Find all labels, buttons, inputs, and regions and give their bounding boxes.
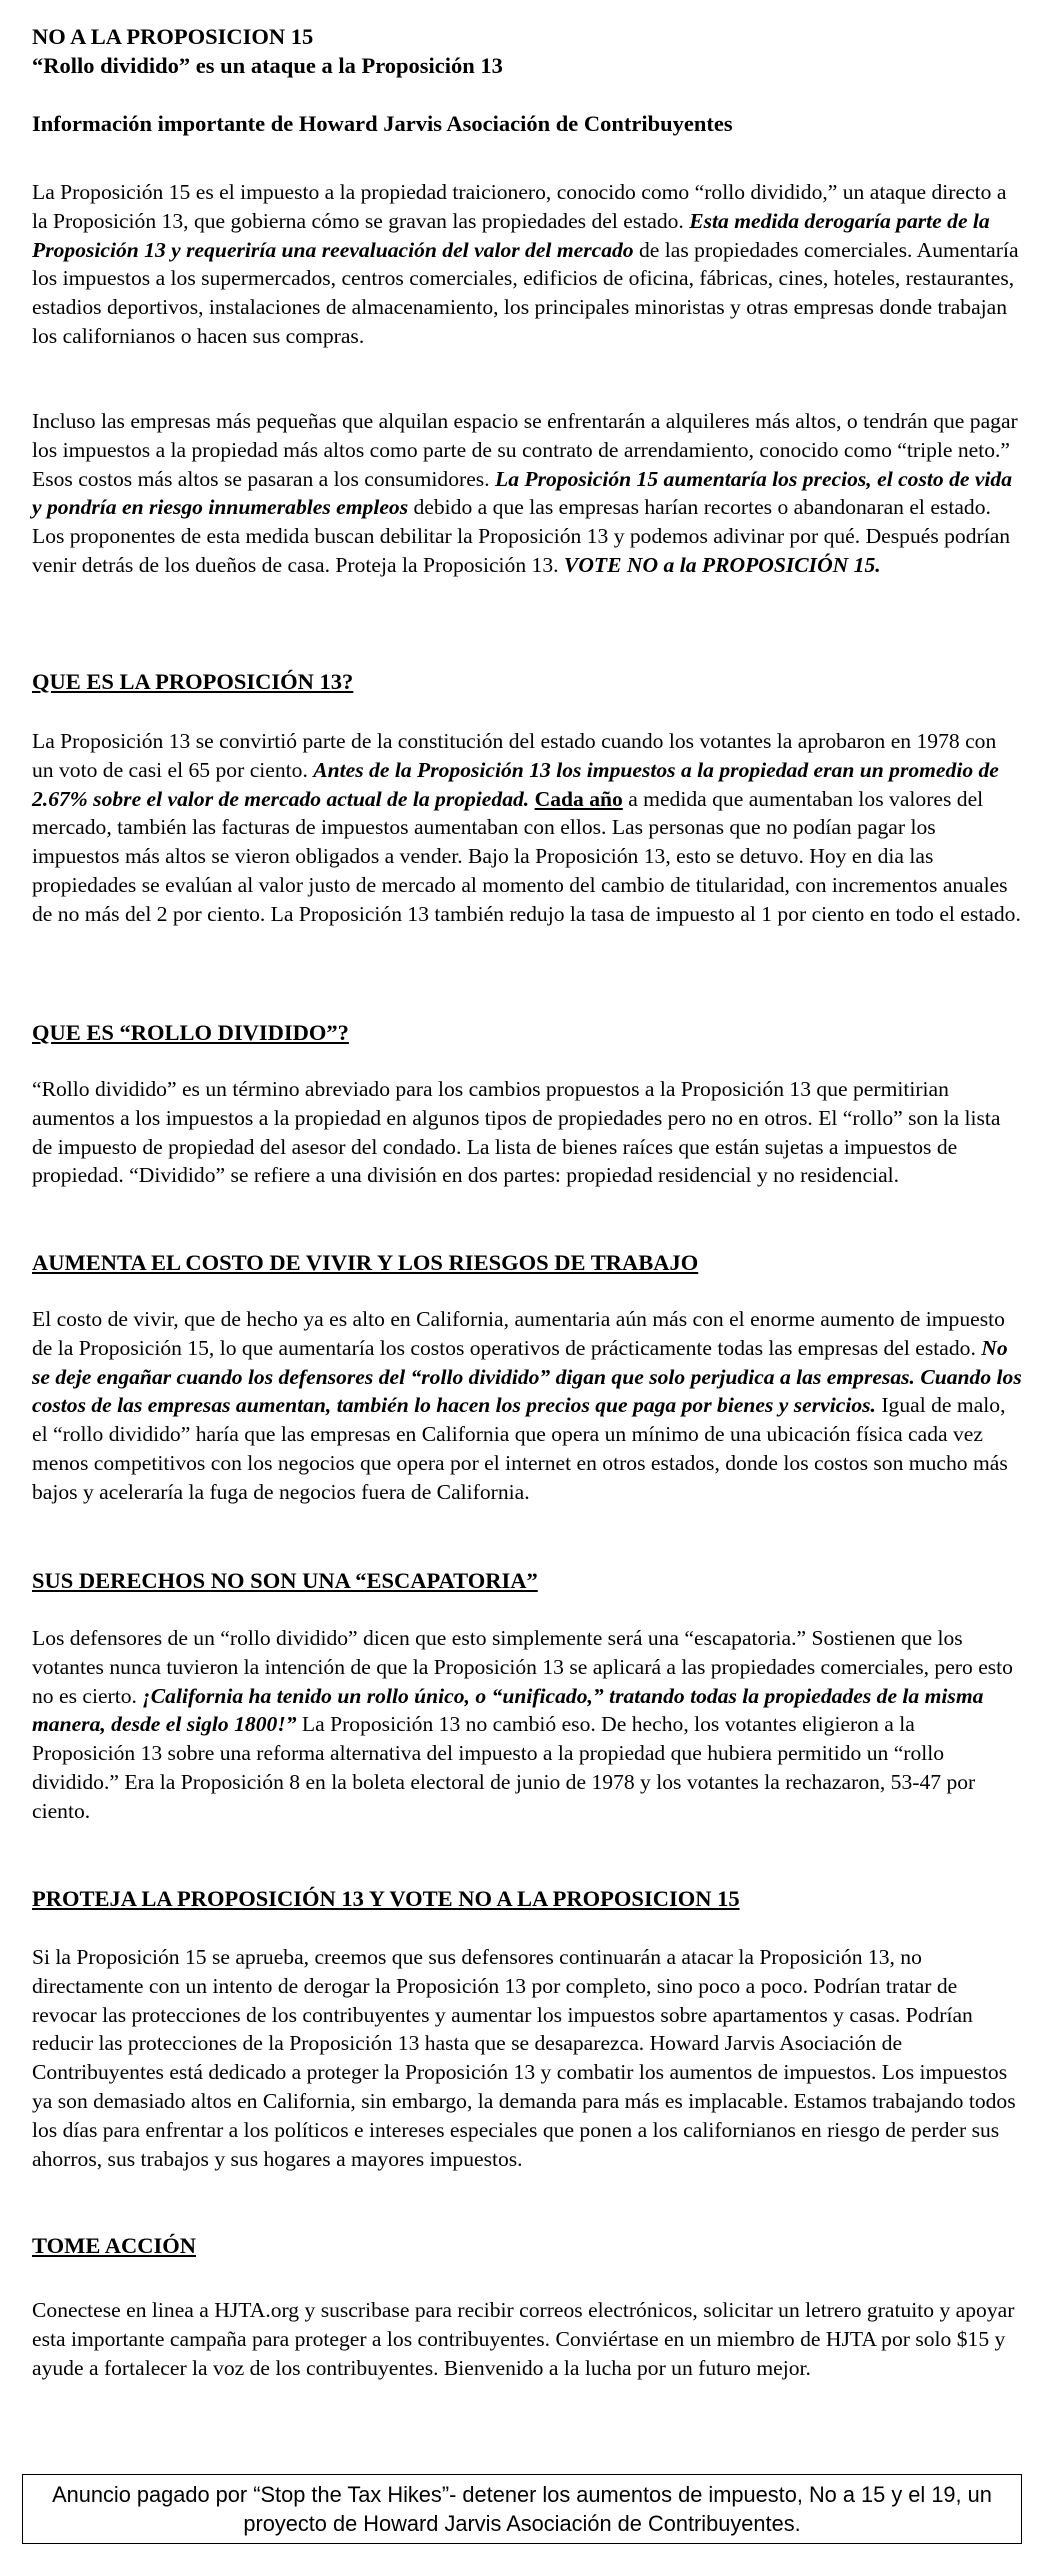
document-header (32, 22, 1022, 138)
paragraph-text: Conectese en linea a HJTA.org y suscribase para recibir correos electrónicos, solicitar un letrero gratuito y apoyar esta importante campaña para proteger a los contribuyentes. Conviértase en un miembro de HJTA por solo $15 y ayude a fortalecer la voz de los contribuyentes. Bienvenido a la lucha por un futuro mejor. (32, 2298, 1015, 2380)
intro-text: Incluso las empresas más pequeñas que alquilan espacio se enfrentarán a alquileres más altos, o tendrán que pagar los impuestos a la propiedad más altos como parte de su contrato de arrendamiento, conocido como “triple neto.” Esos costos más altos se pasaran a los consumidores. (32, 409, 1018, 491)
info-heading: Información importante de Howard Jarvis Asociación de Contribuyentes (32, 111, 733, 136)
intro-text: debido a que las empresas harían recortes o abandonaran el estado. Los proponentes de esta medida buscan debilitar la Proposición 13 y podemos adivinar por qué. Después podrían venir detrás de los dueños de casa. Proteja la Proposición 13. (32, 495, 1011, 577)
intro-paragraph-1 (32, 178, 1022, 351)
paragraph-text: a medida que aumentaban los valores del mercado, también las facturas de impuestos aumentaban con ellos. Las personas que no podían pagar los impuestos más altos se vieron obligados a vender. Bajo la Proposición 13, esto se detuvo. Hoy en dia las propiedades se evalúan al valor justo de mercado al momento del cambio de titularidad, con incrementos anuales de no más del 2 por ciento. La Proposición 13 también redujo la tasa de impuesto al 1 por ciento en todo el estado. (32, 786, 1021, 926)
document-subtitle: “Rollo dividido” es un ataque a la Proposición 13 (32, 53, 503, 78)
paid-ad-disclaimer: Anuncio pagado por “Stop the Tax Hikes”- detener los aumentos de impuesto, No a 15 y el 19, un proyecto de Howard Jarvis Asociación de Contribuyentes. (52, 2482, 992, 2536)
vote-no-callout: VOTE NO a la PROPOSICIÓN 15. (563, 552, 881, 577)
paragraph-text: Igual de malo, el “rollo dividido” haría que las empresas en California que opera un mínimo de una ubicación física cada vez menos competitivos con los negocios que opera por el internet en otros estados, donde los costos son mucho más bajos y aceleraría la fuga de negocios fuera de California. (32, 1393, 1008, 1504)
paragraph-text: La Proposición 13 se convirtió parte de la constitución del estado cuando los votantes la aprobaron en 1978 con un voto de casi el 65 por ciento. (32, 729, 997, 782)
intro-emphasis: Esta medida derogaría parte de la Proposición 13 y requeriría una reevaluación del valor del mercado (32, 208, 990, 262)
section-heading (32, 1884, 1022, 1913)
paragraph-text: “Rollo dividido” es un término abreviado para los cambios propuestos a la Proposición 13 que permitirian aumentos a los impuestos a la propiedad en algunos tipos de propiedades pero no en otros. El “rollo” son la lista de impuesto de propiedad del asesor del condado. La lista de bienes raíces que están sujetas a impuestos de propiedad. “Dividido” se refiere a una división en dos partes: propiedad residencial y no residencial. (32, 1077, 1001, 1188)
paragraph-text: El costo de vivir, que de hecho ya es alto en California, aumentaria aún más con el enorme aumento de impuesto de la Proposición 15, lo que aumentaría los costos operativos de prácticamente todas las empresas del estado. (32, 1307, 1005, 1360)
document-title: NO A LA PROPOSICION 15 (32, 24, 314, 49)
paragraph-text: La Proposición 13 no cambió eso. De hecho, los votantes eligieron a la Proposición 13 sobre una reforma alternativa del impuesto a la propiedad que hubiera permitido un “rollo dividido.” Era la Proposición 8 en la boleta electoral de junio de 1978 y los votantes la rechazaron, 53-47 por ciento. (32, 1712, 976, 1823)
section-heading-tome-accion: TOME ACCIÓN (32, 2233, 196, 2258)
underlined-term: Cada año (534, 786, 623, 811)
section-heading-costo: AUMENTA EL COSTO DE VIVIR Y LOS RIESGOS DE TRABAJO (32, 1250, 699, 1275)
section-paragraph (32, 2296, 1022, 2382)
paragraph-emphasis: Antes de la Proposición 13 los impuestos a la propiedad eran un promedio de 2.67% sobre el valor de mercado actual de la propiedad. (32, 757, 999, 811)
section-paragraph (32, 1943, 1022, 2173)
paragraph-text: Si la Proposición 15 se aprueba, creemos que sus defensores continuarán a atacar la Proposición 13, no directamente con un intento de derogar la Proposición 13 por completo, sino poco a poco. Podrían tratar de revocar las protecciones de los contribuyentes y aumentar los impuestos sobre apartamentos y casas. Podrían reducir las protecciones de la Proposición 13 hasta que se desaparezca. Howard Jarvis Asociación de Contribuyentes está dedicado a proteger la Proposición 13 y combatir los aumentos de impuestos. Los impuestos ya son demasiado altos en California, sin embargo, la demanda para más es implacable. Estamos trabajando todos los días para enfrentar a los políticos e intereses especiales que ponen a los californianos en riesgo de perder sus ahorros, sus trabajos y sus hogares a mayores impuestos. (32, 1945, 1016, 2171)
section-heading (32, 1248, 1022, 1277)
section-paragraph (32, 1624, 1022, 1826)
section-heading (32, 667, 1022, 696)
section-heading (32, 2231, 1022, 2260)
intro-paragraph-2 (32, 407, 1022, 580)
section-heading-rollo: QUE ES “ROLLO DIVIDIDO”? (32, 1020, 349, 1045)
intro-text: La Proposición 15 es el impuesto a la propiedad traicionero, conocido como “rollo dividido,” un ataque directo a la Proposición 13, que gobierna cómo se gravan las propiedades del estado. (32, 180, 1007, 233)
section-heading-prop13: QUE ES LA PROPOSICIÓN 13? (32, 669, 354, 694)
section-paragraph (32, 727, 1022, 929)
intro-emphasis: La Proposición 15 aumentaría los precios, el costo de vida y pondría en riesgo innumerables empleos (32, 466, 1013, 520)
section-heading (32, 1566, 1022, 1595)
paragraph-emphasis: No se deje engañar cuando los defensores del “rollo dividido” digan que solo perjudica a las empresas. Cuando los costos de las empresas aumentan, también lo hacen los precios que paga por bienes y servicios. (32, 1335, 1022, 1418)
section-heading-proteja: PROTEJA LA PROPOSICIÓN 13 Y VOTE NO A LA PROPOSICION 15 (32, 1886, 740, 1911)
section-heading-escapatoria: SUS DERECHOS NO SON UNA “ESCAPATORIA” (32, 1568, 538, 1593)
paragraph-emphasis: ¡California ha tenido un rollo único, o “unificado,” tratando todas la propiedades de la misma manera, desde el siglo 1800!” (32, 1683, 984, 1737)
intro-text: de las propiedades comerciales. Aumentaría los impuestos a los supermercados, centros comerciales, edificios de oficina, fábricas, cines, hoteles, restaurantes, estadios deportivos, instalaciones de almacenamiento, los principales minoristas y otras empresas donde trabajan los californianos o hacen sus compras. (32, 237, 1019, 348)
paid-ad-disclaimer-box (22, 2474, 1022, 2544)
section-paragraph (32, 1305, 1022, 1507)
section-paragraph (32, 1075, 1022, 1190)
section-heading (32, 1018, 1022, 1047)
paragraph-text: Los defensores de un “rollo dividido” dicen que esto simplemente será una “escapatoria.” Sostienen que los votantes nunca tuvieron la intención de que la Proposición 13 se aplicará a las propiedades comerciales, pero esto no es cierto. (32, 1626, 1013, 1708)
